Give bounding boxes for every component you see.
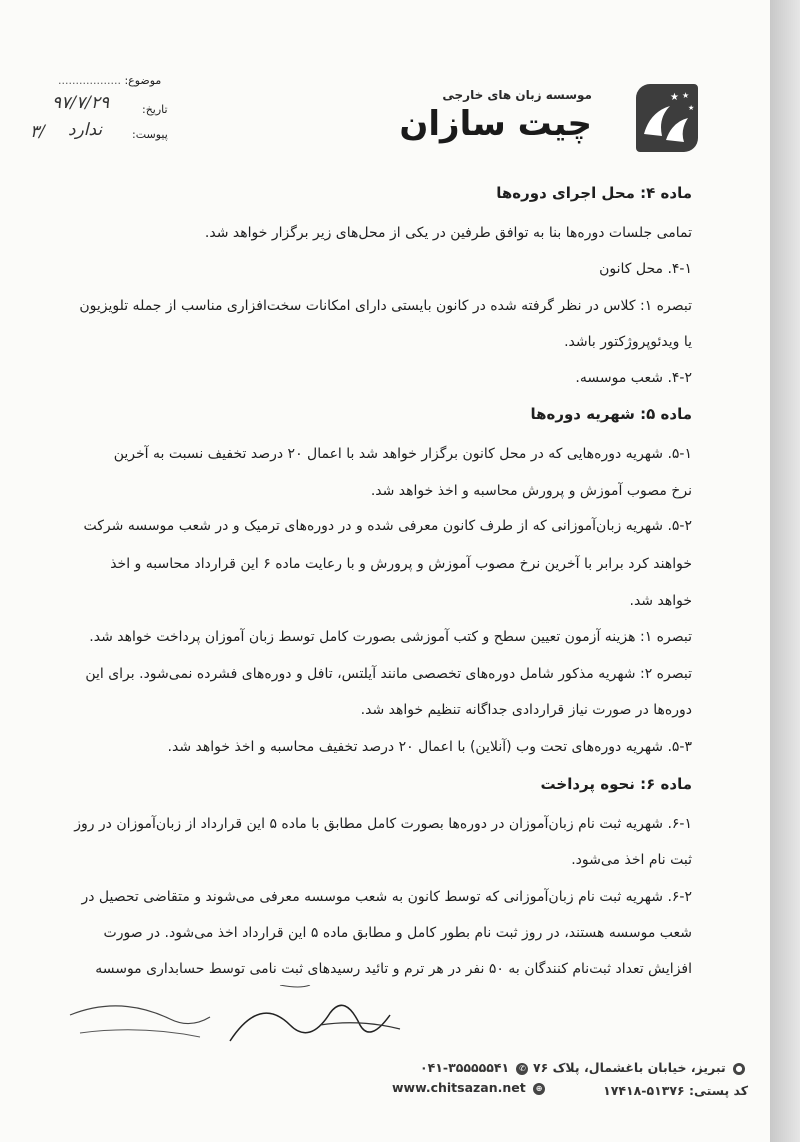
section-5-line: ۵-۳. شهریه دوره‌های تحت وب (آنلاین) با اعمال ۲۰ درصد تخفیف محاسبه و اخذ خواهد شد.	[167, 739, 692, 755]
section-4-line: ۴-۱. محل کانون	[599, 261, 692, 277]
section-5-line: تبصره ۲: شهریه مذکور شامل دوره‌های تخصصی مانند آیلتس، تافل و دوره‌های فشرده نمی‌شود. برای این	[85, 666, 692, 682]
attachment-value: ندارد	[68, 120, 103, 140]
svg-text:★: ★	[670, 92, 679, 103]
footer-phone	[420, 1060, 531, 1075]
subject-label: موضوع:	[124, 74, 162, 87]
section-4-line: تبصره ۱: کلاس در نظر گرفته شده در کانون بایستی دارای امکانات سخت‌افزاری مناسب از جمله تلویزیون	[79, 298, 692, 314]
section-6-line: افزایش تعداد ثبت‌نام کنندگان به ۵۰ نفر در هر ترم و تائید رسیدهای ثبت نامی توسط حسابداری موسسه	[95, 961, 692, 977]
phone-icon: ✆	[516, 1063, 528, 1075]
footer-postal-code: کد پستی: ۵۱۳۷۶-۱۷۴۱۸	[603, 1083, 748, 1098]
section-6-line: ثبت نام اخذ می‌شود.	[571, 852, 692, 868]
section-5-line: ۵-۲. شهریه زبان‌آموزانی که از طرف کانون معرفی شده و در دوره‌های ترمیک و در شعب موسسه شرکت	[83, 518, 692, 534]
section-5-heading: ماده ۵: شهریه دوره‌ها	[530, 405, 692, 423]
address-text: تبریز، خیابان باغشمال، پلاک ۷۶	[533, 1060, 726, 1075]
date-value: ۹۷/۷/۲۹	[52, 93, 110, 113]
footer-website	[392, 1080, 548, 1095]
location-pin-icon: ●	[733, 1063, 745, 1075]
section-6-line: ۶-۲. شهریه ثبت نام زبان‌آموزانی که توسط کانون به شعب موسسه معرفی می‌شوند و متقاضی تحصیل در	[81, 889, 692, 905]
section-5-line: دوره‌ها در صورت نیاز قراردادی جداگانه تنظیم خواهد شد.	[360, 702, 692, 718]
svg-text:★: ★	[682, 91, 690, 100]
attachment-label: پیوست:	[132, 128, 168, 141]
section-5-line: ۵-۱. شهریه دوره‌هایی که در محل کانون برگزار خواهد شد با اعمال ۲۰ درصد تخفیف نسبت به آخرین	[113, 446, 692, 462]
section-4-line: یا ویدئوپروژکتور باشد.	[564, 334, 692, 350]
logo-emblem-icon	[636, 84, 698, 152]
section-6-heading: ماده ۶: نحوه پرداخت	[540, 775, 692, 793]
brand-subtitle: موسسه زبان های خارجی	[442, 88, 592, 102]
page-number: ۳/	[30, 122, 45, 142]
website-link[interactable]: www.chitsazan.net	[392, 1080, 526, 1095]
section-5-line: تبصره ۱: هزینه آزمون تعیین سطح و کتب آموزشی بصورت کامل توسط زبان آموزان پرداخت خواهد شد.	[89, 629, 692, 645]
phone-text: ۰۴۱-۳۵۵۵۵۵۴۱	[420, 1060, 510, 1075]
section-6-line: ۶-۱. شهریه ثبت نام زبان‌آموزان در دوره‌ها بصورت کامل مطابق با ماده ۵ این قرارداد از زبان‌آموزان در روز	[74, 816, 692, 832]
section-5-line: نرخ مصوب آموزش و پرورش محاسبه و اخذ خواهد شد.	[370, 483, 692, 499]
footer-address	[533, 1060, 748, 1075]
institute-logo	[636, 84, 698, 152]
date-label: تاریخ:	[142, 103, 168, 116]
subject-value: ..................	[58, 74, 121, 87]
section-4-heading: ماده ۴: محل اجرای دوره‌ها	[496, 184, 692, 202]
globe-icon: ⊕	[533, 1083, 545, 1095]
svg-text:★: ★	[688, 104, 695, 112]
section-5-line: خواهند کرد برابر با آخرین نرخ مصوب آموزش و پرورش و با رعایت ماده ۶ این قرارداد محاسبه و اخذ	[110, 556, 692, 572]
signature-scribble	[60, 985, 580, 1055]
brand-name: چیت سازان	[399, 104, 592, 144]
section-4-line: ۴-۲. شعب موسسه.	[575, 370, 692, 386]
subject-field	[58, 74, 161, 87]
section-5-line: خواهد شد.	[629, 593, 692, 609]
section-4-line: تمامی جلسات دوره‌ها بنا به توافق طرفین در یکی از محل‌های زیر برگزار خواهد شد.	[204, 225, 692, 241]
section-6-line: شعب موسسه هستند، در روز ثبت نام بطور کامل و مطابق ماده ۵ این قرارداد اخذ می‌شود. در صورت	[103, 925, 692, 941]
scan-edge	[770, 0, 800, 1142]
